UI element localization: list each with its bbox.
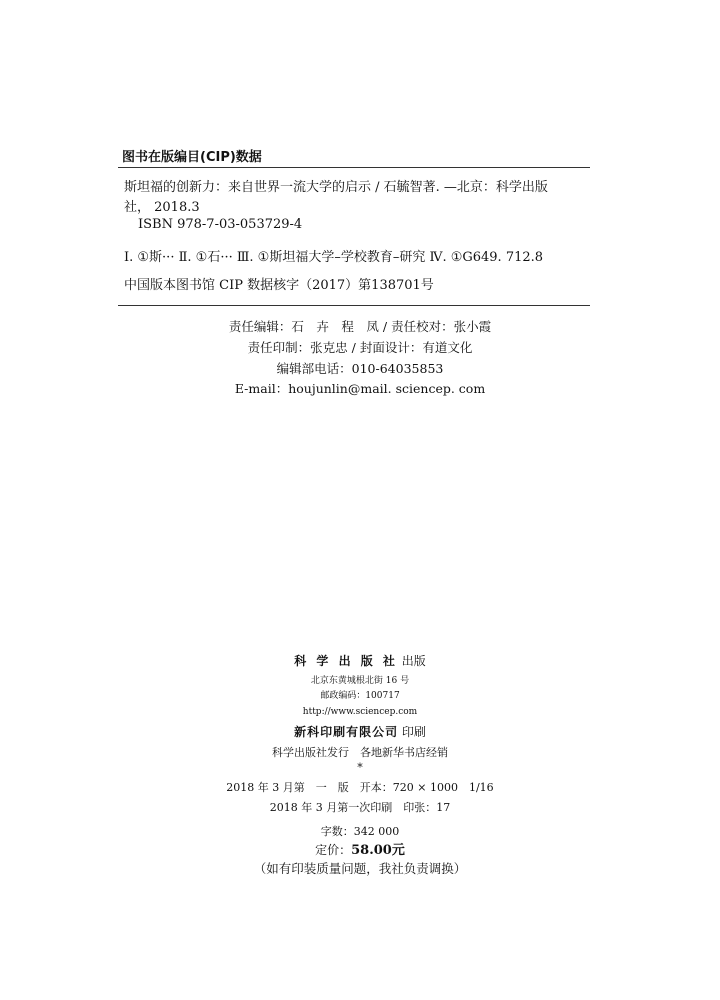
- publisher-address: 北京东黄城根北街 16 号: [310, 676, 410, 686]
- publisher-line: [0, 652, 720, 669]
- printing-line: 2018 年 3 月第一次印刷 印张：17: [269, 801, 451, 814]
- cip-data-number: 中国版本图书馆 CIP 数据核字（2017）第138701号: [124, 278, 434, 293]
- word-count: 字数：342 000: [320, 825, 400, 838]
- credits-email: E-mail：houjunlin@mail. sciencep. com: [234, 381, 486, 396]
- publisher-suffix: 出版: [401, 654, 426, 668]
- cip-bibliographic-line-1: 斯坦福的创新力：来自世界一流大学的启示 / 石毓智著. —北京：科学出版: [124, 180, 548, 195]
- printer-suffix: 印刷: [401, 725, 426, 739]
- credits-editors: 责任编辑：石 卉 程 凤 / 责任校对：张小霞: [228, 319, 492, 334]
- cip-bibliographic-line-2: 社， 2018.3: [124, 200, 200, 215]
- edition-line: 2018 年 3 月第 一 版 开本：720 × 1000 1/16: [226, 781, 494, 794]
- publisher-name: 科 学 出 版 社: [294, 654, 398, 668]
- credits-print-design: 责任印制：张克忠 / 封面设计：有道文化: [247, 340, 473, 355]
- distribution-line: 科学出版社发行 各地新华书店经销: [272, 746, 448, 759]
- printer-name: 新科印刷有限公司: [294, 725, 399, 739]
- publisher-website: http://www.sciencep.com: [302, 707, 418, 717]
- quality-notice: （如有印装质量问题，我社负责调换）: [253, 861, 467, 876]
- cip-bottom-rule: [118, 305, 590, 306]
- cip-title: 图书在版编目(CIP)数据: [122, 150, 262, 165]
- cip-isbn: ISBN 978-7-03-053729-4: [138, 217, 303, 232]
- price-label: 定价：: [315, 843, 352, 857]
- publisher-postcode: 邮政编码：100717: [320, 691, 400, 701]
- cip-classification: Ⅰ. ①斯··· Ⅱ. ①石··· Ⅲ. ①斯坦福大学–学校教育–研究 Ⅳ. ①G649. 712.8: [124, 250, 544, 265]
- separator-star: *: [357, 761, 363, 774]
- price-value: 58.00元: [351, 843, 405, 858]
- price-line: [0, 839, 720, 858]
- printer-line: [0, 723, 720, 740]
- cip-top-rule: [118, 167, 590, 168]
- credits-phone: 编辑部电话：010-64035853: [276, 361, 444, 376]
